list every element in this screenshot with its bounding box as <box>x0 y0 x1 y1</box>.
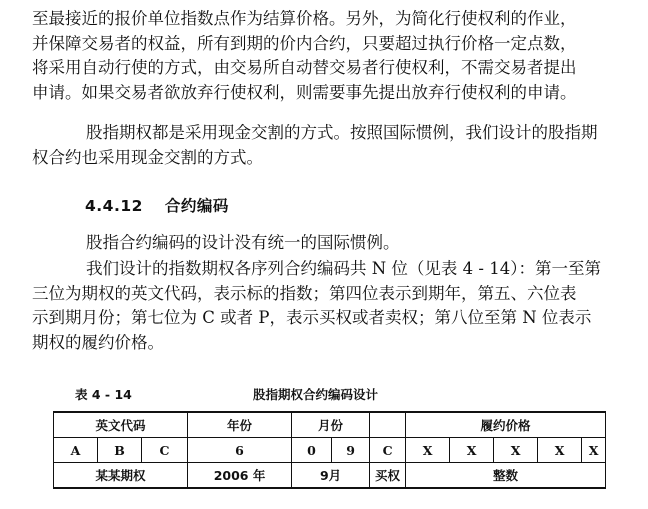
code-cell: 0 <box>292 438 332 463</box>
code-cell: B <box>98 438 142 463</box>
section-heading <box>85 194 229 216</box>
section-title: 合约编码 <box>164 197 229 215</box>
contract-code-table <box>53 411 606 489</box>
code-cell: X <box>450 438 494 463</box>
text-line: 并保障交易者的权益，所有到期的价内合约，只要超过执行价格一定点数， <box>32 33 577 53</box>
table-code-row <box>54 438 606 463</box>
code-cell: A <box>54 438 98 463</box>
code-cell: X <box>582 438 606 463</box>
table-header-row <box>54 412 606 438</box>
paragraph-cash-settlement <box>32 121 622 170</box>
paragraph-no-convention <box>32 231 622 256</box>
code-cell: 9 <box>332 438 370 463</box>
header-english-code: 英文代码 <box>54 412 188 438</box>
text-line: 三位为期权的英文代码，表示标的指数；第四位表示到期年，第五、六位表 <box>32 283 577 303</box>
text-line: 至最接近的报价单位指数点作为结算价格。另外，为简化行使权利的作业， <box>32 9 577 28</box>
header-month: 月份 <box>292 412 370 438</box>
example-strike: 整数 <box>406 463 606 489</box>
text-line: 股指合约编码的设计没有统一的国际惯例。 <box>86 233 400 252</box>
example-type: 买权 <box>370 463 406 489</box>
example-year: 2006 年 <box>188 463 292 489</box>
text-line: 权合约也采用现金交割的方式。 <box>32 147 263 167</box>
table-title: 股指期权合约编码设计 <box>253 387 379 402</box>
code-cell: X <box>406 438 450 463</box>
header-year: 年份 <box>188 412 292 438</box>
example-underlying: 某某期权 <box>54 463 188 489</box>
text-line: 我们设计的指数期权各序列合约编码共 N 位（见表 4 - 14）：第一至第 <box>86 259 601 278</box>
code-cell: C <box>370 438 406 463</box>
code-cell: X <box>494 438 538 463</box>
text-line: 期权的履约价格。 <box>32 333 164 353</box>
text-line: 示到期月份；第七位为 C 或者 P，表示买权或者卖权；第八位至第 N 位表示 <box>32 308 592 328</box>
code-cell: C <box>142 438 188 463</box>
example-month: 9月 <box>292 463 370 489</box>
table-example-row <box>54 463 606 489</box>
section-number: 4.4.12 <box>85 197 143 215</box>
code-cell: X <box>538 438 582 463</box>
text-line: 股指期权都是采用现金交割的方式。按照国际惯例，我们设计的股指期 <box>86 123 598 142</box>
text-line: 申请。如果交易者欲放弃行使权利，则需要事先提出放弃行使权利的申请。 <box>32 83 577 103</box>
header-strike-price: 履约价格 <box>406 412 606 438</box>
code-cell: 6 <box>188 438 292 463</box>
table-number: 表 4 - 14 <box>75 387 132 402</box>
text-line: 将采用自动行使的方式，由交易所自动替交易者行使权利，不需交易者提出 <box>32 58 577 78</box>
paragraph-settlement-exercise <box>32 7 622 106</box>
paragraph-code-structure <box>32 257 622 356</box>
header-empty-cell <box>370 412 406 438</box>
